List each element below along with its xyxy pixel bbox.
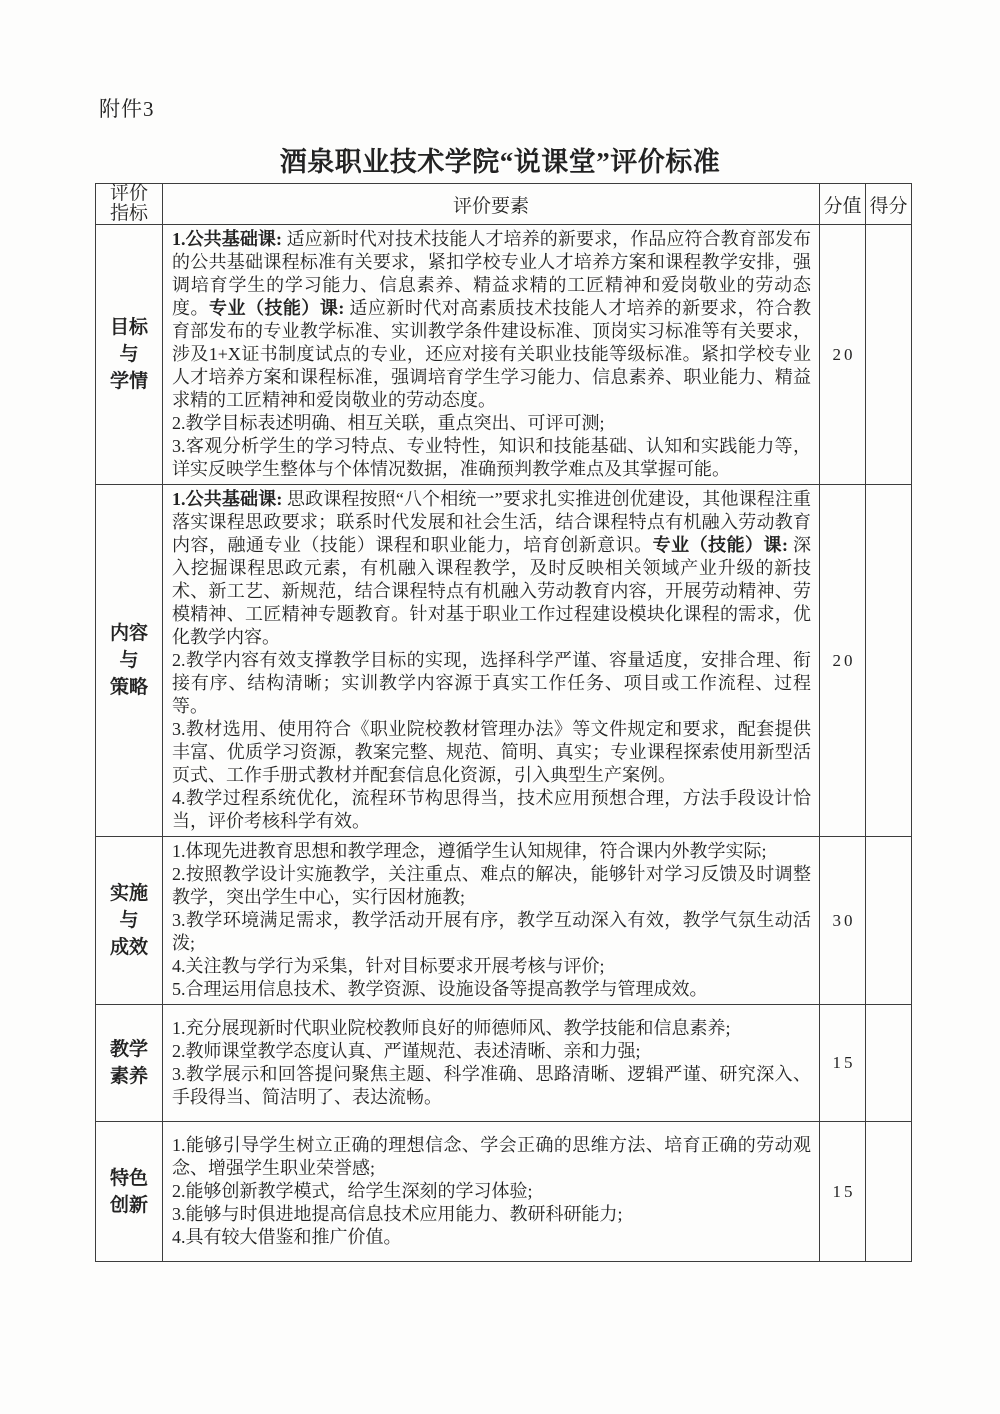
header-indicator-line2: 指标 <box>109 203 148 224</box>
criteria-paragraph <box>172 718 811 787</box>
criteria-text: 2.按照教学设计实施教学，关注重点、难点的解决，能够针对学习反馈及时调整教学，突出学生中心，实行因材施教; <box>172 864 811 907</box>
criteria-text: 适应新时代对技术技能人才培养的新要求，作品应符合教育部发布的公共基础课程标准有关要求，紧扣学校专业人才培养方案和课程教学安排，强调培育学生的学习能力、信息素养、精益求精的工匠精神和爱岗敬业的劳动态度。 <box>172 229 811 318</box>
indicator-line: 实施 <box>109 883 148 904</box>
criteria-text: 1.体现先进教育思想和教学理念，遵循学生认知规律，符合课内外教学实际; <box>172 841 767 861</box>
elements-cell <box>163 1005 820 1122</box>
indicator-line: 特色 <box>109 1167 148 1189</box>
criteria-text: 适应新时代对高素质技术技能人才培养的新要求，符合教育部发布的专业教学标准、实训教学条件建设标准、顶岗实习标准等有关要求，涉及1+X证书制度试点的专业，还应对接有关职业技能等级标准。紧扣学校专业人才培养方案和课程标准，强调培育学生学习能力、信息素养、职业能力、精益求精的工匠精神和爱岗敬业的劳动态度。 <box>172 298 812 410</box>
header-indicator-line1: 评价 <box>109 183 148 204</box>
criteria-paragraph <box>172 1134 811 1180</box>
criteria-text: 3.教学展示和回答提问聚焦主题、科学准确、思路清晰、逻辑严谨、研究深入、手段得当、简洁明了、表达流畅。 <box>172 1064 811 1107</box>
criteria-paragraph <box>172 1226 811 1249</box>
score-value-cell: 30 <box>820 837 866 1005</box>
criteria-paragraph <box>172 1063 811 1109</box>
criteria-paragraph <box>172 1203 811 1226</box>
criteria-paragraph <box>172 228 811 412</box>
score-obtained-cell <box>866 485 912 837</box>
indicator-line: 素养 <box>109 1066 148 1087</box>
criteria-paragraph <box>172 978 811 1001</box>
elements-cell <box>163 485 820 837</box>
criteria-paragraph <box>172 488 811 649</box>
criteria-text: 1.能够引导学生树立正确的理想信念、学会正确的思维方法、培育正确的劳动观念、增强学生职业荣誉感; <box>172 1135 811 1178</box>
elements-cell <box>163 837 820 1005</box>
criteria-paragraph <box>172 1180 811 1203</box>
criteria-text: 2.教学目标表述明确、相互关联，重点突出、可评可测; <box>172 413 605 433</box>
table-row <box>96 485 912 837</box>
criteria-paragraph <box>172 412 811 435</box>
indicator-line: 成效 <box>109 937 148 958</box>
criteria-text: 4.关注教与学行为采集，针对目标要求开展考核与评价; <box>172 956 605 976</box>
indicator-line: 学情 <box>109 371 148 392</box>
table-row <box>96 1005 912 1122</box>
header-elements: 评价要素 <box>163 184 820 225</box>
indicator-line: 目标 <box>109 317 148 338</box>
indicator-line: 与 <box>119 344 139 365</box>
criteria-paragraph <box>172 955 811 978</box>
header-row <box>96 184 912 225</box>
score-value-cell: 20 <box>820 225 866 485</box>
table-row <box>96 1122 912 1262</box>
indicator-line: 策略 <box>109 677 148 698</box>
criteria-text: 3.教学环境满足需求，教学活动开展有序，教学互动深入有效，教学气氛生动活泼; <box>172 910 811 953</box>
score-obtained-cell <box>866 225 912 485</box>
criteria-table <box>95 183 912 1262</box>
criteria-paragraph <box>172 787 811 833</box>
header-indicator <box>96 184 163 225</box>
indicator-line: 教学 <box>109 1039 148 1060</box>
criteria-table-body <box>96 225 912 1262</box>
indicator-line: 与 <box>119 650 139 671</box>
criteria-text: 思政课程按照“八个相统一”要求扎实推进创优建设，其他课程注重落实课程思政要求；联系时代发展和社会生活，结合课程特点有机融入劳动教育内容，融通专业（技能）课程和职业能力，培育创新意识。 <box>172 489 812 555</box>
criteria-text: 5.合理运用信息技术、教学资源、设施设备等提高教学与管理成效。 <box>172 979 708 999</box>
criteria-text: 4.教学过程系统优化，流程环节构思得当，技术应用预想合理，方法手段设计恰当，评价考核科学有效。 <box>172 788 811 831</box>
header-score-obtained: 得分 <box>866 184 912 225</box>
indicator-line: 内容 <box>109 623 148 644</box>
indicator-line: 与 <box>119 910 139 931</box>
score-obtained-cell <box>866 837 912 1005</box>
table-row <box>96 225 912 485</box>
score-value-cell: 15 <box>820 1005 866 1122</box>
criteria-text: 3.教材选用、使用符合《职业院校教材管理办法》等文件规定和要求，配套提供丰富、优质学习资源，教案完整、规范、简明、真实；专业课程探索使用新型活页式、工作手册式教材并配套信息化资源，引入典型生产案例。 <box>172 719 811 785</box>
elements-cell <box>163 225 820 485</box>
criteria-paragraph <box>172 909 811 955</box>
score-obtained-cell <box>866 1005 912 1122</box>
criteria-text: 2.教师课堂教学态度认真、严谨规范、表述清晰、亲和力强; <box>172 1041 641 1061</box>
criteria-text: 3.能够与时俱进地提高信息技术应用能力、教研科研能力; <box>172 1204 623 1224</box>
score-value-cell: 20 <box>820 485 866 837</box>
indicator-cell <box>96 225 163 485</box>
criteria-paragraph <box>172 649 811 718</box>
indicator-cell <box>96 485 163 837</box>
criteria-paragraph <box>172 1040 811 1063</box>
criteria-text-bold: 专业（技能）课: <box>652 535 794 555</box>
criteria-paragraph <box>172 840 811 863</box>
indicator-cell <box>96 1005 163 1122</box>
criteria-text: 1.充分展现新时代职业院校教师良好的师德师风、教学技能和信息素养; <box>172 1018 731 1038</box>
criteria-text: 2.能够创新教学模式，给学生深刻的学习体验; <box>172 1181 533 1201</box>
criteria-paragraph <box>172 863 811 909</box>
criteria-text: 3.客观分析学生的学习特点、专业特性，知识和技能基础、认知和实践能力等，详实反映学生整体与个体情况数据，准确预判教学难点及其掌握可能。 <box>172 436 811 479</box>
criteria-paragraph <box>172 435 811 481</box>
attachment-label: 附件3 <box>99 97 155 121</box>
table-row <box>96 837 912 1005</box>
indicator-cell <box>96 1122 163 1262</box>
elements-cell <box>163 1122 820 1262</box>
score-obtained-cell <box>866 1122 912 1262</box>
criteria-text: 4.具有较大借鉴和推广价值。 <box>172 1227 402 1247</box>
page-title: 酒泉职业技术学院“说课堂”评价标准 <box>279 147 721 177</box>
criteria-text: 深入挖掘课程思政元素，有机融入课程教学，及时反映相关领域产业升级的新技术、新工艺、新规范，结合课程特点有机融入劳动教育内容，开展劳动精神、劳模精神、工匠精神专题教育。针对基于职业工作过程建设模块化课程的需求，优化教学内容。 <box>172 535 812 647</box>
indicator-cell <box>96 837 163 1005</box>
criteria-text-bold: 1.公共基础课: <box>172 229 287 249</box>
criteria-text: 2.教学内容有效支撑教学目标的实现，选择科学严谨、容量适度，安排合理、衔接有序、结构清晰；实训教学内容源于真实工作任务、项目或工作流程、过程等。 <box>172 650 811 716</box>
criteria-paragraph <box>172 1017 811 1040</box>
header-score-value: 分值 <box>820 184 866 225</box>
indicator-line: 创新 <box>109 1194 148 1216</box>
criteria-text-bold: 1.公共基础课: <box>172 489 287 509</box>
score-value-cell: 15 <box>820 1122 866 1262</box>
criteria-text-bold: 专业（技能）课: <box>208 298 350 318</box>
